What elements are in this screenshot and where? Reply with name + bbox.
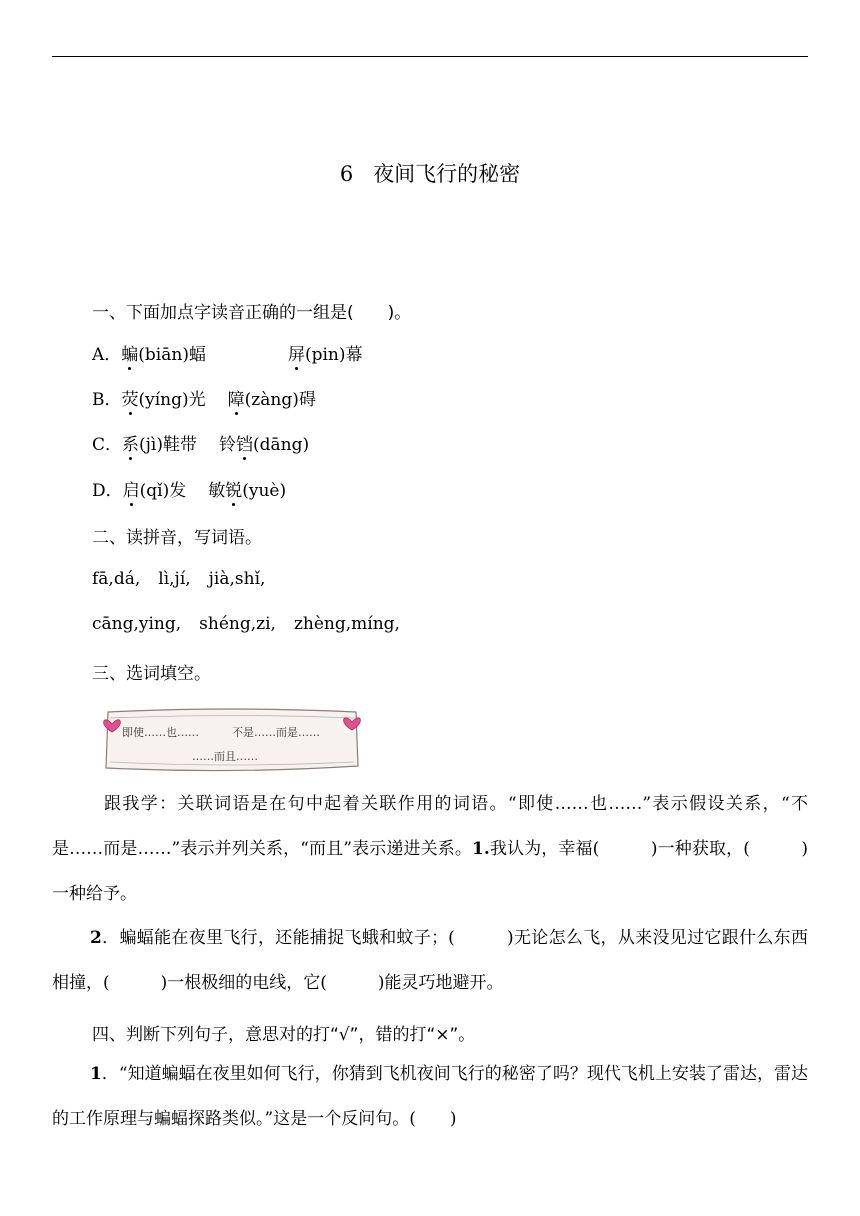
section1-heading: 一、下面加点字读音正确的一组是( )。 — [92, 303, 412, 323]
option-c: C．系(jì)鞋带 铃铛(dāng) — [92, 430, 309, 455]
question-2 — [52, 916, 808, 1006]
dotted-char: 蝙 — [121, 340, 138, 365]
section2-heading: 二、读拼音，写词语。 — [92, 528, 262, 548]
banner-word-3: ……而且…… — [192, 750, 258, 763]
learn-tip: 跟我学：关联词语是在句中起着关联作用的词语。“即使……也……”表示假设关系，“不是……而是……”表示并列关系，“而且”表示递进关系。 — [52, 794, 808, 859]
question-1-text: 我认为，幸福( )一种获取，( )一种给予。 — [52, 839, 809, 904]
dotted-char: 屏 — [288, 340, 305, 365]
dotted-char: 系 — [122, 430, 139, 455]
banner-word-2: 不是……而是…… — [232, 726, 320, 739]
word-banner — [100, 704, 364, 774]
option-b: B．荧(yíng)光 障(zàng)碍 — [92, 385, 316, 410]
section4-question-1 — [52, 1052, 808, 1142]
banner-word-1: 即使……也…… — [122, 726, 199, 739]
pinyin-row-1: fā,dá, lì,jí, jià,shǐ, — [92, 569, 266, 589]
dotted-char: 启 — [123, 476, 140, 501]
section3-body — [52, 782, 808, 917]
header-rule — [52, 56, 808, 57]
option-a: A．蝙(biān)蝠 屏(pin)幕 — [92, 340, 363, 365]
lesson-number: 6 — [339, 162, 354, 186]
lesson-title: 夜间飞行的秘密 — [373, 162, 521, 186]
dotted-char: 锐 — [225, 476, 242, 501]
question-number: 1. — [472, 839, 490, 859]
question-text: ．“知道蝙蝠在夜里如何飞行，你猜到飞机夜间飞行的秘密了吗？现代飞机上安装了雷达，雷达的工作原理与蝙蝠探路类似。”这是一个反问句。( ) — [52, 1064, 808, 1129]
question-number: 1 — [90, 1064, 102, 1084]
dotted-char: 障 — [228, 385, 245, 410]
page-title — [0, 158, 860, 188]
dotted-char: 铛 — [236, 430, 253, 455]
section4-heading: 四、判断下列句子，意思对的打“√”，错的打“×”。 — [92, 1025, 476, 1045]
question-2-text: ．蝙蝠能在夜里飞行，还能捕捉飞蛾和蚊子；( )无论怎么飞，从来没见过它跟什么东西相撞，( )一根极细的电线，它( )能灵巧地避开。 — [52, 928, 808, 993]
option-d: D．启(qǐ)发 敏锐(yuè) — [92, 476, 286, 501]
pinyin-row-2: cāng,ying, shéng,zi, zhèng,míng, — [92, 614, 400, 634]
question-number: 2 — [90, 928, 102, 948]
section3-heading: 三、选词填空。 — [92, 664, 211, 684]
dotted-char: 荧 — [122, 385, 139, 410]
